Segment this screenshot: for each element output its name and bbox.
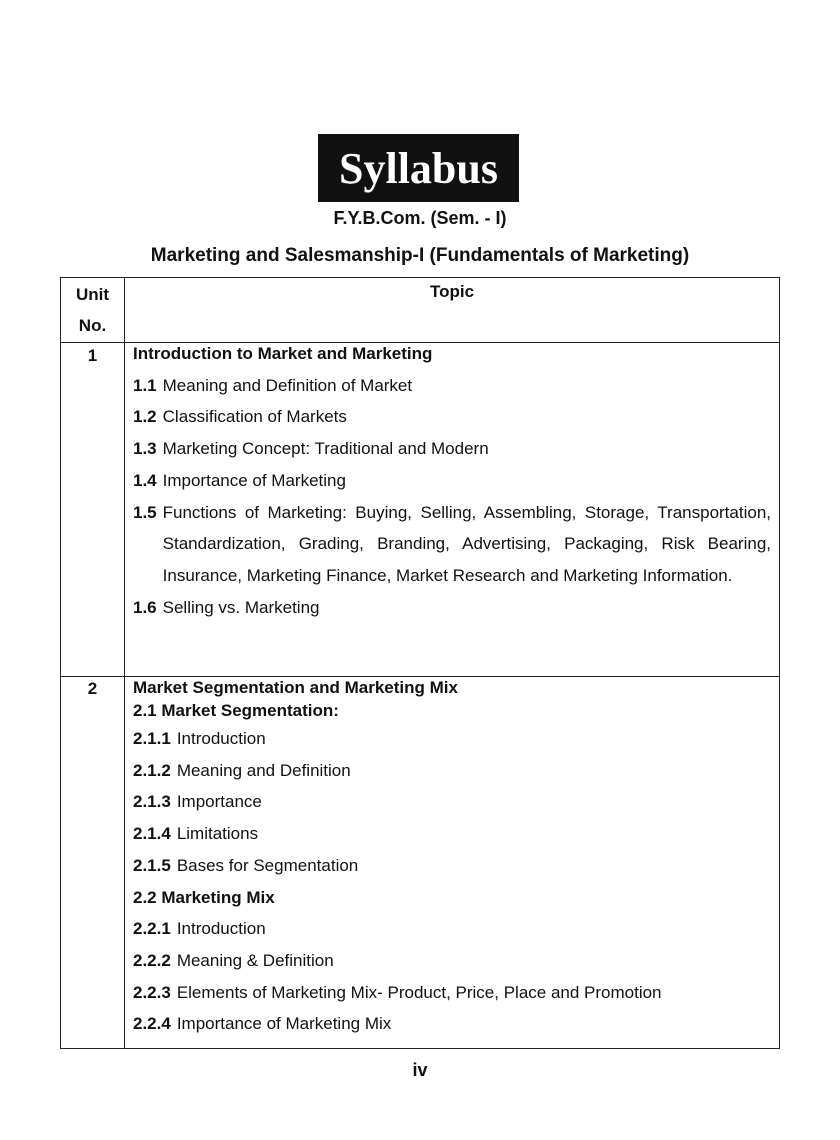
item-number: 2.2.3 bbox=[133, 982, 171, 1002]
list-item bbox=[133, 977, 771, 1009]
item-number: 2.1.4 bbox=[133, 824, 171, 844]
item-text: Elements of Marketing Mix- Product, Price, Place and Promotion bbox=[176, 982, 662, 1002]
item-number: 1.3 bbox=[133, 439, 157, 459]
item-number: 1.1 bbox=[133, 375, 157, 395]
list-item bbox=[133, 465, 771, 497]
column-divider bbox=[124, 278, 125, 1048]
item-text: Importance bbox=[176, 792, 262, 812]
item-text: Meaning & Definition bbox=[176, 950, 334, 970]
item-number: 2.1.2 bbox=[133, 760, 171, 780]
item-text: Meaning and Definition of Market bbox=[162, 375, 413, 395]
list-item bbox=[133, 723, 771, 755]
list-item bbox=[133, 818, 771, 850]
item-number: 2.1.3 bbox=[133, 792, 171, 812]
list-item bbox=[133, 592, 771, 624]
course-name: F.Y.B.Com. (Sem. - I) bbox=[333, 208, 507, 228]
list-item bbox=[133, 370, 771, 402]
item-text: Introduction bbox=[176, 919, 266, 939]
header-unit-line2: No. bbox=[78, 316, 107, 335]
item-number: 2.1.1 bbox=[133, 729, 171, 748]
list-item bbox=[133, 913, 771, 945]
unit-2-number: 2 bbox=[87, 679, 98, 698]
list-item bbox=[133, 1008, 771, 1040]
unit-1-topics bbox=[133, 338, 771, 623]
page-number: iv bbox=[412, 1060, 428, 1080]
list-item bbox=[133, 433, 771, 465]
item-text: Functions of Marketing: Buying, Selling, Assembling, Storage, Transportation, Standardization, Grading, Branding, Advertising, Packaging, Risk Bearing, Insurance, Marketing Finance, Market Research and Marketing Information. bbox=[162, 502, 771, 585]
item-text: Meaning and Definition bbox=[176, 760, 351, 780]
header-topic: Topic bbox=[429, 282, 475, 301]
item-text: Limitations bbox=[176, 824, 259, 844]
item-text: Marketing Concept: Traditional and Modern bbox=[162, 439, 489, 459]
list-item bbox=[133, 786, 771, 818]
item-text: Bases for Segmentation bbox=[176, 855, 359, 875]
item-text: Introduction bbox=[176, 729, 266, 748]
item-text: Importance of Marketing Mix bbox=[176, 1014, 392, 1034]
item-number: 1.6 bbox=[133, 597, 157, 617]
list-item bbox=[133, 497, 771, 592]
list-item bbox=[133, 755, 771, 787]
syllabus-title: Syllabus bbox=[318, 134, 519, 202]
list-item bbox=[133, 945, 771, 977]
subject-name: Marketing and Salesmanship-I (Fundamentals of Marketing) bbox=[150, 245, 690, 266]
syllabus-table bbox=[60, 277, 780, 1049]
item-text: Classification of Markets bbox=[162, 407, 347, 427]
unit-2-topics bbox=[133, 676, 771, 1040]
item-number: 1.5 bbox=[133, 502, 157, 522]
unit-1-number: 1 bbox=[87, 346, 98, 365]
header-unit bbox=[61, 280, 124, 340]
item-number: 1.2 bbox=[133, 407, 157, 427]
list-item bbox=[133, 850, 771, 882]
item-number: 2.2.4 bbox=[133, 1014, 171, 1034]
header-unit-line1: Unit bbox=[75, 285, 110, 304]
item-number: 2.2.1 bbox=[133, 919, 171, 939]
item-number: 2.2.2 bbox=[133, 950, 171, 970]
item-text: Importance of Marketing bbox=[162, 470, 346, 490]
item-text: Selling vs. Marketing bbox=[162, 597, 320, 617]
unit-2-title: Market Segmentation and Marketing Mix bbox=[133, 678, 458, 697]
item-number: 2.1.5 bbox=[133, 855, 171, 875]
unit-1-title: Introduction to Market and Marketing bbox=[133, 344, 433, 363]
section-heading: 2.2 Marketing Mix bbox=[133, 887, 275, 907]
section-heading: 2.1 Market Segmentation: bbox=[133, 701, 339, 720]
list-item bbox=[133, 401, 771, 433]
item-number: 1.4 bbox=[133, 470, 157, 490]
